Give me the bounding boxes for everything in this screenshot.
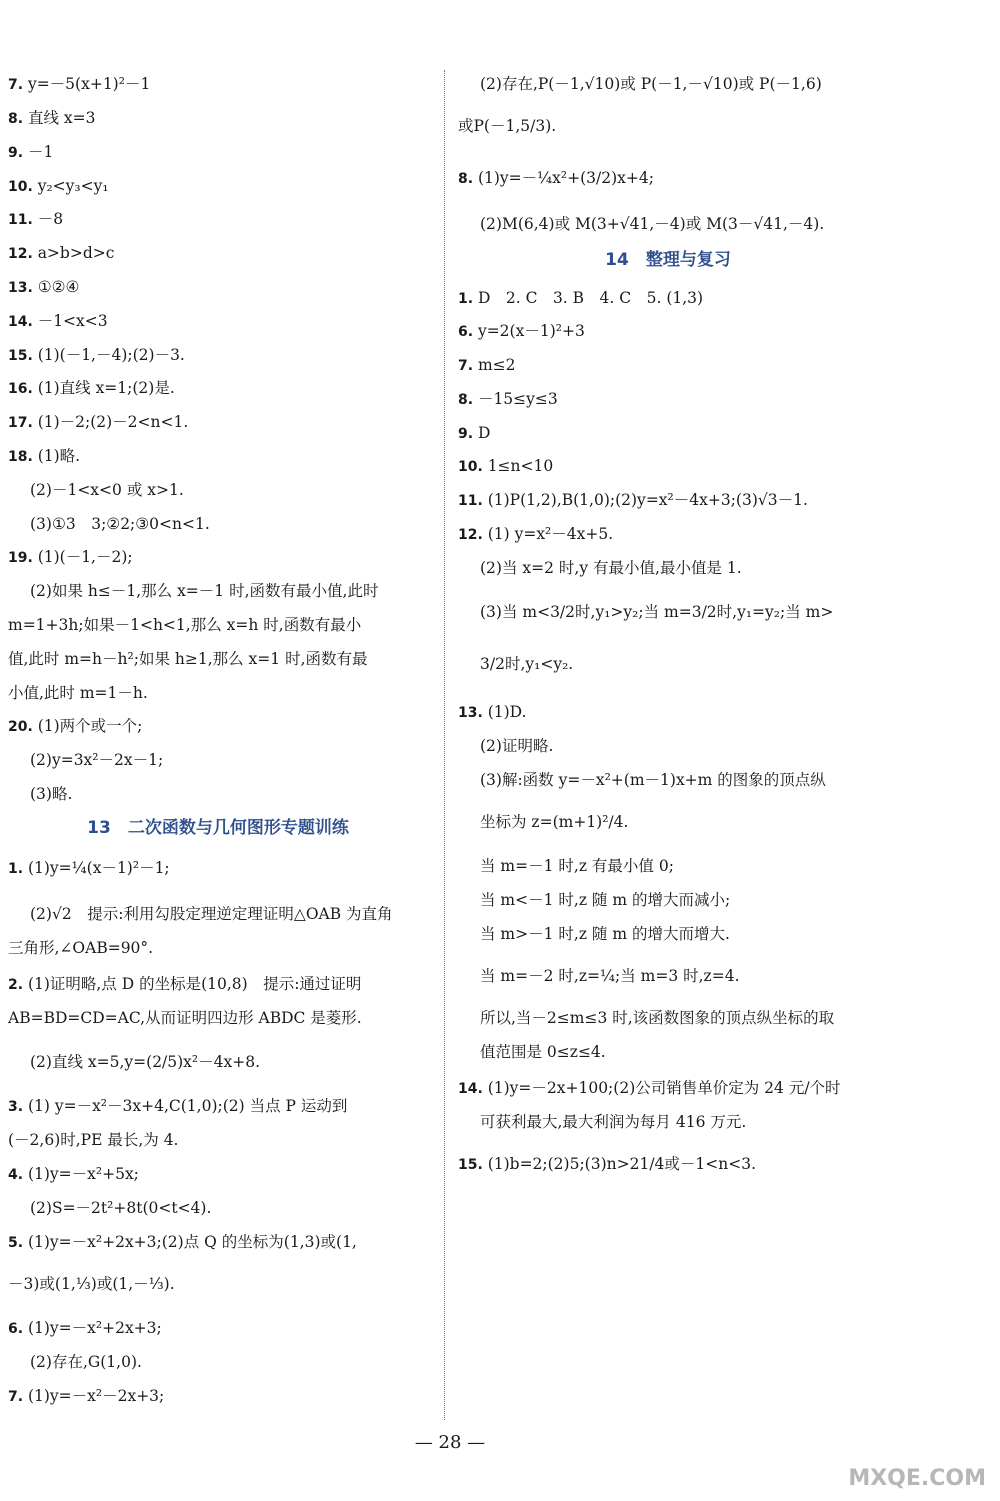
answer-line: 4. (1)y=－x²+5x; <box>8 1165 139 1183</box>
answer-line: 或P(－1,5/3). <box>458 117 557 135</box>
answer-line: (－2,6)时,PE 最长,为 4. <box>8 1131 179 1149</box>
answer-line: 8. －15≤y≤3 <box>458 390 558 408</box>
answer-line: 当 m=－2 时,z=¼;当 m=3 时,z=4. <box>480 967 740 985</box>
answer-line: 12. a>b>d>c <box>8 244 115 262</box>
column-divider <box>444 70 445 1420</box>
answer-line: (2)直线 x=5,y=(2/5)x²－4x+8. <box>30 1053 261 1071</box>
answer-line: (2)存在,G(1,0). <box>30 1353 142 1371</box>
answer-line: 1. D 2. C 3. B 4. C 5. (1,3) <box>458 289 704 307</box>
answer-line: 3. (1) y=－x²－3x+4,C(1,0);(2) 当点 P 运动到 <box>8 1097 348 1115</box>
answer-line: 8. (1)y=－¼x²+(3/2)x+4; <box>458 169 654 187</box>
watermark-logo: MXQE.COM <box>848 1466 986 1491</box>
answer-line: 11. －8 <box>8 210 64 228</box>
answer-line: m=1+3h;如果－1<h<1,那么 x=h 时,函数有最小 <box>8 616 362 634</box>
answer-line: 9. －1 <box>8 143 54 161</box>
answer-line: (3)略. <box>30 785 73 803</box>
answer-line: 12. (1) y=x²－4x+5. <box>458 525 614 543</box>
answer-line: 2. (1)证明略,点 D 的坐标是(10,8) 提示:通过证明 <box>8 975 362 993</box>
answer-line: 8. 直线 x=3 <box>8 109 96 127</box>
answer-line: 所以,当－2≤m≤3 时,该函数图象的顶点纵坐标的取 <box>480 1009 835 1027</box>
answer-line: 5. (1)y=－x²+2x+3;(2)点 Q 的坐标为(1,3)或(1, <box>8 1233 357 1251</box>
answer-line: 19. (1)(－1,－2); <box>8 548 133 566</box>
answer-line: 15. (1)b=2;(2)5;(3)n>21/4或－1<n<3. <box>458 1155 757 1173</box>
answer-line: AB=BD=CD=AC,从而证明四边形 ABDC 是菱形. <box>8 1009 362 1027</box>
answer-line: 6. (1)y=－x²+2x+3; <box>8 1319 162 1337</box>
answer-line: (3)①3 3;②2;③0<n<1. <box>30 515 210 533</box>
answer-line: (3)解:函数 y=－x²+(m－1)x+m 的图象的顶点纵 <box>480 771 826 789</box>
answer-line: 15. (1)(－1,－4);(2)－3. <box>8 346 185 364</box>
answer-line: (2)存在,P(－1,√10)或 P(－1,－√10)或 P(－1,6) <box>480 75 822 93</box>
answer-line: 11. (1)P(1,2),B(1,0);(2)y=x²－4x+3;(3)√3－1. <box>458 491 808 509</box>
answer-line: (2)－1<x<0 或 x>1. <box>30 481 184 499</box>
answer-line: 13. ①②④ <box>8 278 80 296</box>
answer-line: 小值,此时 m=1－h. <box>8 684 148 702</box>
answer-line: 当 m<－1 时,z 随 m 的增大而减小; <box>480 891 731 909</box>
answer-line: (2)S=－2t²+8t(0<t<4). <box>30 1199 212 1217</box>
answer-line: (2)M(6,4)或 M(3+√41,－4)或 M(3－√41,－4). <box>480 215 825 233</box>
answer-line: 3/2时,y₁<y₂. <box>480 655 574 673</box>
answer-line: 14. －1<x<3 <box>8 312 108 330</box>
answer-line: 7. y=－5(x+1)²－1 <box>8 75 151 93</box>
section-heading: 13 二次函数与几何图形专题训练 <box>87 818 349 838</box>
answer-line: 7. m≤2 <box>458 356 516 374</box>
answer-line: 当 m>－1 时,z 随 m 的增大而增大. <box>480 925 730 943</box>
answer-line: 16. (1)直线 x=1;(2)是. <box>8 379 175 397</box>
answer-line: (2)y=3x²－2x－1; <box>30 751 164 769</box>
answer-line: (2)如果 h≤－1,那么 x=－1 时,函数有最小值,此时 <box>30 582 379 600</box>
section-heading: 14 整理与复习 <box>605 250 731 270</box>
answer-line: －3)或(1,⅓)或(1,－⅓). <box>8 1275 175 1293</box>
answer-line: 1. (1)y=¼(x－1)²－1; <box>8 859 170 877</box>
answer-line: 三角形,∠OAB=90°. <box>8 939 154 957</box>
answer-line: 坐标为 z=(m+1)²/4. <box>480 813 629 831</box>
answer-line: 10. 1≤n<10 <box>458 457 554 475</box>
answer-line: (2)证明略. <box>480 737 554 755</box>
answer-line: 可获利最大,最大利润为每月 416 万元. <box>480 1113 747 1131</box>
answer-line: (2)√2 提示:利用勾股定理逆定理证明△OAB 为直角 <box>30 905 393 923</box>
answer-line: (2)当 x=2 时,y 有最小值,最小值是 1. <box>480 559 742 577</box>
answer-line: 6. y=2(x－1)²+3 <box>458 322 585 340</box>
answer-line: (3)当 m<3/2时,y₁>y₂;当 m=3/2时,y₁=y₂;当 m> <box>480 603 834 621</box>
answer-line: 14. (1)y=－2x+100;(2)公司销售单价定为 24 元/个时 <box>458 1079 841 1097</box>
page-number: — 28 — <box>414 1432 486 1453</box>
answer-line: 20. (1)两个或一个; <box>8 717 143 735</box>
answer-line: 17. (1)－2;(2)－2<n<1. <box>8 413 189 431</box>
answer-line: 值,此时 m=h－h²;如果 h≥1,那么 x=1 时,函数有最 <box>8 650 368 668</box>
answer-line: 当 m=－1 时,z 有最小值 0; <box>480 857 674 875</box>
answer-line: 10. y₂<y₃<y₁ <box>8 177 109 195</box>
answer-line: 18. (1)略. <box>8 447 81 465</box>
answer-line: 13. (1)D. <box>458 703 527 721</box>
answer-line: 值范围是 0≤z≤4. <box>480 1043 606 1061</box>
answer-line: 7. (1)y=－x²－2x+3; <box>8 1387 165 1405</box>
answer-line: 9. D <box>458 424 491 442</box>
